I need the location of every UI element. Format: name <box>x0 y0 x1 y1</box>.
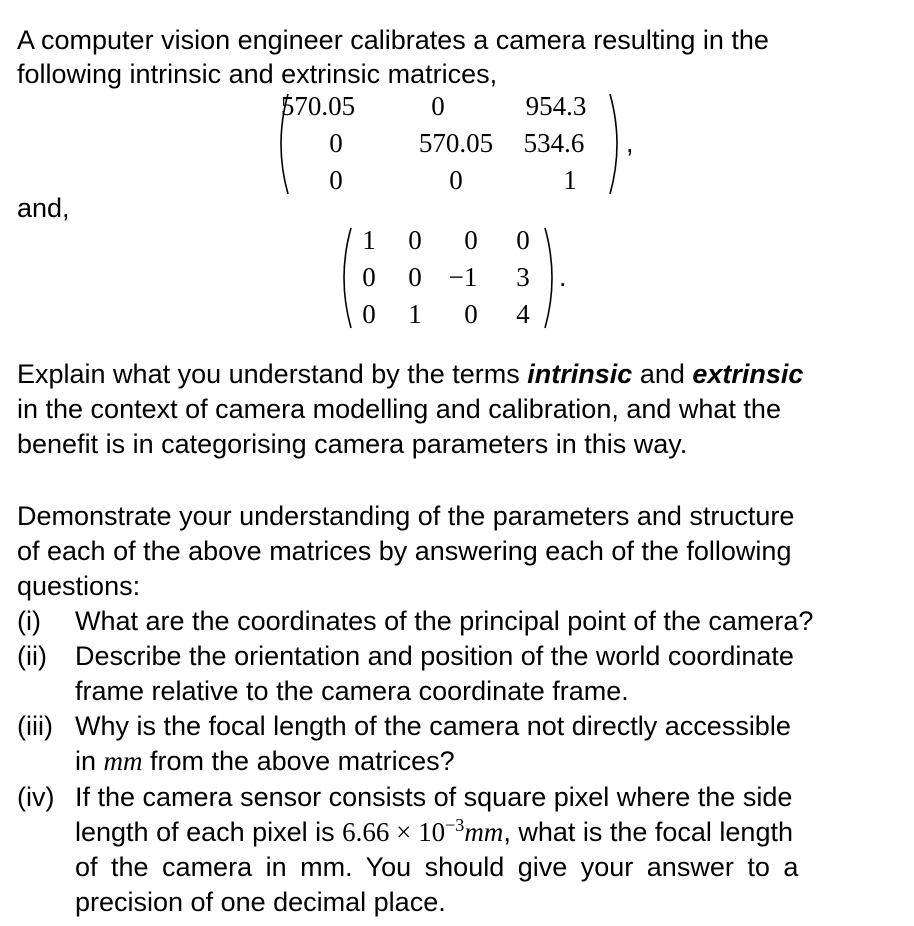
q4-unit-mm: mm <box>464 817 504 847</box>
demo-line-1: Demonstrate your understanding of the parameters and structure <box>17 501 795 531</box>
k-cell-r1c3: 954.3 <box>525 91 587 121</box>
intrinsic-matrix <box>270 88 634 198</box>
k-cell-r3c3: 1 <box>563 165 577 195</box>
question-i-number: (i) <box>17 606 41 636</box>
q4-text-a: length of each pixel is <box>75 817 343 847</box>
intro-line-2: following intrinsic and extrinsic matrices, <box>17 59 498 89</box>
q4-pixel-size: 6.66 × 10 <box>342 817 446 847</box>
question-iii-text-1: Why is the focal length of the camera not directly accessible <box>75 711 791 741</box>
question-ii-text-1: Describe the orientation and position of the world coordinate <box>75 641 794 671</box>
rt-cell-r3c2: 1 <box>408 299 422 329</box>
demo-line-2: of each of the above matrices by answering each of the following <box>17 536 792 566</box>
rt-cell-r3c1: 0 <box>362 299 376 329</box>
explain-text-a: Explain what you understand by the terms <box>17 359 528 389</box>
q3-text-a: in <box>75 746 104 776</box>
question-iv-text-1: If the camera sensor consists of square pixel where the side <box>75 782 793 812</box>
rt-cell-r2c2: 0 <box>408 262 422 292</box>
question-iv-text-3: of the camera in mm. You should give your answer to a <box>75 852 799 882</box>
rt-cell-r3c3: 0 <box>464 299 478 329</box>
rt-cell-r1c3: 0 <box>464 225 478 255</box>
rt-cell-r1c4: 0 <box>516 225 530 255</box>
question-iv-text-4: precision of one decimal place. <box>75 887 446 917</box>
extrinsic-matrix <box>333 222 573 332</box>
question-iii-number: (iii) <box>17 711 53 741</box>
explain-line-3: benefit is in categorising camera parameters in this way. <box>17 429 688 459</box>
k-cell-r2c2: 570.05 <box>418 128 494 158</box>
q3-text-c: from the above matrices? <box>142 746 455 776</box>
question-ii-text-2: frame relative to the camera coordinate frame. <box>75 676 629 706</box>
demo-line-3: questions: <box>17 571 141 601</box>
k-cell-r1c1: 570.05 <box>280 91 356 121</box>
rt-cell-r1c1: 1 <box>362 225 376 255</box>
q4-text-d: , what is the focal length <box>503 817 793 847</box>
k-cell-r3c1: 0 <box>329 165 343 195</box>
term-extrinsic: extrinsic <box>692 359 804 389</box>
rt-cell-r2c3: −1 <box>448 262 478 292</box>
question-i-text: What are the coordinates of the principal point of the camera? <box>75 606 814 636</box>
k-cell-r1c2: 0 <box>431 91 445 121</box>
right-paren-icon <box>608 92 628 196</box>
rt-cell-r2c1: 0 <box>362 262 376 292</box>
k-cell-r3c2: 0 <box>449 165 463 195</box>
intro-line-1: A computer vision engineer calibrates a camera resulting in the <box>17 25 769 55</box>
and-label: and, <box>17 193 70 223</box>
rt-trailing-period: . <box>559 262 567 292</box>
k-cell-r2c1: 0 <box>329 128 343 158</box>
question-iii-text-2 <box>75 743 455 779</box>
question-ii-number: (ii) <box>17 641 47 671</box>
question-iv-text-2 <box>75 814 793 850</box>
rt-cell-r1c2: 0 <box>408 225 422 255</box>
q3-unit-mm: mm <box>103 746 143 776</box>
explain-text-c: and <box>632 359 693 389</box>
explain-line-2: in the context of camera modelling and calibration, and what the <box>17 394 781 424</box>
rt-cell-r2c4: 3 <box>516 262 530 292</box>
term-intrinsic: intrinsic <box>527 359 633 389</box>
question-iv-number: (iv) <box>17 782 55 812</box>
q4-exponent: −3 <box>445 815 465 835</box>
k-trailing-comma: , <box>626 128 634 158</box>
explain-line-1 <box>17 356 803 392</box>
k-cell-r2c3: 534.6 <box>523 128 585 158</box>
rt-cell-r3c4: 4 <box>516 299 530 329</box>
